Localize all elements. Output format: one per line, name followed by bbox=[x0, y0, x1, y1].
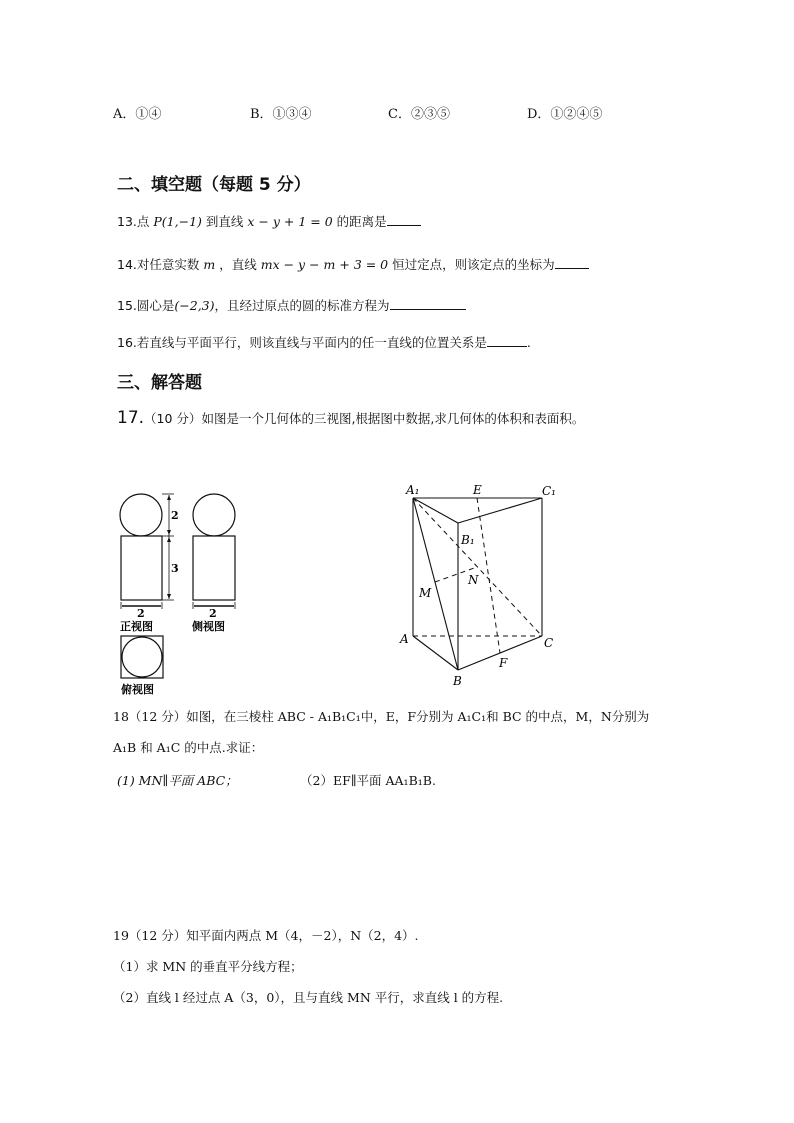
question-text: 16.若直线与平面平行，则该直线与平面内的任一直线的位置关系是 bbox=[117, 335, 487, 350]
option-c: C．②③⑤ bbox=[388, 107, 450, 122]
top-view-circle bbox=[122, 637, 162, 677]
label-c1: C₁ bbox=[542, 484, 556, 498]
label-a: A bbox=[400, 632, 409, 646]
question-19-part2: （2）直线 l 经过点 A（3，0），且与直线 MN 平行，求直线 l 的方程. bbox=[113, 990, 504, 1005]
side-view-sphere bbox=[193, 494, 235, 536]
question-number: 15. bbox=[117, 298, 137, 313]
math-expression: (−2,3) bbox=[174, 298, 215, 313]
option-b: B．①③④ bbox=[250, 107, 312, 122]
question-18-part1: (1) MN∥平面 ABC； bbox=[117, 773, 238, 788]
math-expression: mx − y − m + 3 = 0 bbox=[260, 257, 389, 272]
question-text: 恒过定点，则该定点的坐标为 bbox=[392, 257, 555, 272]
section-fill-in-title: 二、填空题（每题 5 分） bbox=[117, 175, 311, 195]
front-view-label: 正视图 bbox=[120, 620, 153, 633]
question-14 bbox=[117, 255, 589, 273]
front-width-label: 2 bbox=[137, 607, 145, 620]
question-18-part2: （2）EF∥平面 AA₁B₁B. bbox=[300, 773, 436, 788]
label-e: E bbox=[473, 483, 482, 497]
question-16 bbox=[117, 333, 531, 351]
label-f: F bbox=[499, 656, 508, 670]
label-m: M bbox=[419, 586, 432, 600]
question-13 bbox=[117, 212, 421, 230]
question-number: 13. bbox=[117, 214, 137, 229]
question-19-line1: 19（12 分）知平面内两点 M（4，－2），N（2，4）. bbox=[113, 928, 419, 943]
dimension-label-top: 2 bbox=[171, 509, 179, 522]
front-view-sphere bbox=[120, 494, 162, 536]
label-n: N bbox=[468, 573, 479, 587]
triangular-prism-figure bbox=[395, 478, 570, 690]
option-a: A．①④ bbox=[113, 107, 162, 122]
question-15 bbox=[117, 296, 466, 314]
front-view-cylinder bbox=[121, 536, 162, 600]
top-view-label: 俯视图 bbox=[121, 683, 154, 696]
question-text: 点 bbox=[136, 214, 150, 229]
question-text: 圆心是 bbox=[136, 298, 175, 313]
question-text: 到直线 bbox=[205, 214, 244, 229]
side-view-cylinder bbox=[193, 536, 235, 600]
question-end: . bbox=[526, 335, 531, 350]
question-text: ，直线 bbox=[219, 257, 257, 272]
label-a1: A₁ bbox=[406, 483, 420, 497]
question-18-line1: 18（12 分）如图，在三棱柱 ABC - A₁B₁C₁中，E，F分别为 A₁C₁和 BC 的中点，M，N分别为 bbox=[113, 709, 650, 724]
three-views-figure bbox=[112, 485, 262, 700]
question-number: 14. bbox=[117, 257, 137, 272]
answer-blank bbox=[555, 255, 589, 269]
math-expression: x − y + 1 = 0 bbox=[247, 214, 333, 229]
question-17 bbox=[117, 408, 584, 428]
label-b: B bbox=[453, 674, 462, 688]
top-view-square bbox=[121, 636, 163, 678]
option-d: D．①②④⑤ bbox=[527, 107, 603, 122]
answer-blank bbox=[390, 296, 466, 310]
question-text: 如图是一个几何体的三视图,根据图中数据,求几何体的体积和表面积。 bbox=[201, 411, 585, 426]
label-b1: B₁ bbox=[461, 533, 475, 547]
label-c: C bbox=[544, 636, 554, 650]
question-number: 17. bbox=[117, 408, 145, 428]
dimension-label-side: 3 bbox=[171, 562, 179, 575]
question-text: ，且经过原点的圆的标准方程为 bbox=[214, 298, 390, 313]
section-answer-title: 三、解答题 bbox=[117, 373, 202, 393]
question-text: 的距离是 bbox=[336, 214, 387, 229]
question-19-part1: （1）求 MN 的垂直平分线方程； bbox=[113, 959, 303, 974]
question-18-line2: A₁B 和 A₁C 的中点.求证： bbox=[113, 740, 264, 755]
question-text: 对任意实数 bbox=[136, 257, 200, 272]
answer-blank bbox=[487, 333, 527, 347]
math-expression: P(1,−1) bbox=[153, 214, 202, 229]
math-expression: m bbox=[203, 257, 216, 272]
side-view-label: 侧视图 bbox=[192, 620, 225, 633]
side-width-label: 2 bbox=[209, 607, 217, 620]
answer-blank bbox=[387, 212, 421, 226]
question-score: （10 分） bbox=[144, 411, 202, 426]
